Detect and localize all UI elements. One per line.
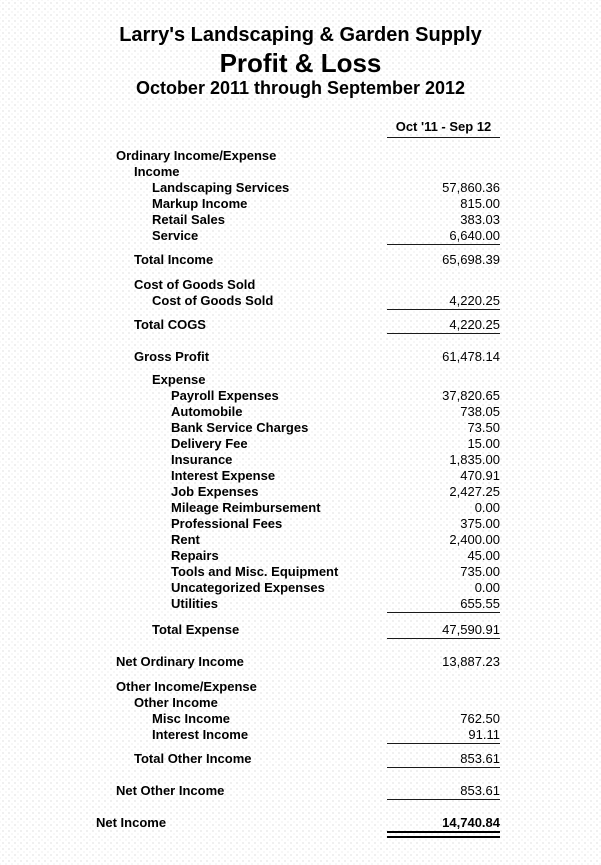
row-amount: 73.50 bbox=[467, 420, 500, 435]
grand-total-double-rule bbox=[387, 831, 500, 838]
row-label: Professional Fees bbox=[171, 516, 283, 531]
report-row bbox=[0, 317, 601, 333]
report-date-range: October 2011 through September 2012 bbox=[135, 78, 466, 98]
row-amount: 4,220.25 bbox=[449, 293, 500, 308]
report-row bbox=[0, 420, 601, 436]
row-amount: 61,478.14 bbox=[442, 349, 500, 364]
row-label: Repairs bbox=[171, 548, 219, 563]
report-row bbox=[0, 679, 601, 695]
row-label: Mileage Reimbursement bbox=[171, 500, 321, 515]
row-amount: 738.05 bbox=[460, 404, 500, 419]
row-label: Net Income bbox=[96, 815, 167, 830]
amount-column-rule bbox=[387, 638, 500, 639]
row-amount: 735.00 bbox=[460, 564, 500, 579]
report-row bbox=[0, 622, 601, 638]
column-header-row bbox=[0, 119, 601, 138]
report-row bbox=[0, 751, 601, 767]
row-amount: 2,400.00 bbox=[449, 532, 500, 547]
row-label: Interest Income bbox=[152, 727, 249, 742]
row-amount: 4,220.25 bbox=[449, 317, 500, 332]
row-label: Total Income bbox=[134, 252, 214, 267]
row-amount: 13,887.23 bbox=[442, 654, 500, 669]
amount-column-rule bbox=[387, 333, 500, 334]
amount-column-rule bbox=[387, 612, 500, 613]
amount-column-rule bbox=[387, 743, 500, 744]
amount-column-rule bbox=[387, 244, 500, 245]
column-header-label: Oct '11 - Sep 12 bbox=[387, 119, 500, 138]
amount-column-rule bbox=[387, 799, 500, 800]
report-row bbox=[0, 388, 601, 404]
row-amount: 655.55 bbox=[460, 596, 500, 611]
row-amount: 37,820.65 bbox=[442, 388, 500, 403]
report-row bbox=[0, 695, 601, 711]
report-row bbox=[0, 404, 601, 420]
report-row bbox=[0, 468, 601, 484]
row-amount: 375.00 bbox=[460, 516, 500, 531]
report-row bbox=[0, 180, 601, 196]
report-row bbox=[0, 452, 601, 468]
row-amount: 470.91 bbox=[460, 468, 500, 483]
row-label: Net Ordinary Income bbox=[116, 654, 244, 669]
row-label: Other Income/Expense bbox=[116, 679, 257, 694]
row-amount: 0.00 bbox=[474, 580, 500, 595]
report-row bbox=[0, 500, 601, 516]
report-row bbox=[0, 564, 601, 580]
row-label: Misc Income bbox=[152, 711, 231, 726]
report-row bbox=[0, 148, 601, 164]
row-label: Landscaping Services bbox=[152, 180, 290, 195]
row-label: Retail Sales bbox=[152, 212, 225, 227]
row-amount: 0.00 bbox=[474, 500, 500, 515]
row-amount: 1,835.00 bbox=[449, 452, 500, 467]
row-label: Service bbox=[152, 228, 199, 243]
report-row bbox=[0, 548, 601, 564]
report-body bbox=[0, 148, 601, 838]
row-label: Uncategorized Expenses bbox=[171, 580, 325, 595]
row-label: Income bbox=[134, 164, 180, 179]
report-row bbox=[0, 164, 601, 180]
row-label: Total Other Income bbox=[134, 751, 252, 766]
row-label: Markup Income bbox=[152, 196, 248, 211]
row-amount: 762.50 bbox=[460, 711, 500, 726]
report-row bbox=[0, 349, 601, 365]
row-label: Expense bbox=[152, 372, 206, 387]
row-label: Utilities bbox=[171, 596, 218, 611]
row-amount: 57,860.36 bbox=[442, 180, 500, 195]
row-amount: 65,698.39 bbox=[442, 252, 500, 267]
report-row bbox=[0, 252, 601, 268]
row-label: Delivery Fee bbox=[171, 436, 248, 451]
row-label: Job Expenses bbox=[171, 484, 259, 499]
report-row bbox=[0, 654, 601, 670]
report-row bbox=[0, 372, 601, 388]
report-row bbox=[0, 727, 601, 743]
report-row bbox=[0, 436, 601, 452]
row-label: Total COGS bbox=[134, 317, 206, 332]
report-title: Profit & Loss bbox=[219, 48, 382, 78]
row-label: Payroll Expenses bbox=[171, 388, 279, 403]
row-label: Bank Service Charges bbox=[171, 420, 309, 435]
row-label: Cost of Goods Sold bbox=[152, 293, 274, 308]
row-label: Net Other Income bbox=[116, 783, 225, 798]
row-amount: 91.11 bbox=[468, 727, 500, 742]
row-amount: 6,640.00 bbox=[449, 228, 500, 243]
report-row bbox=[0, 596, 601, 612]
report-row bbox=[0, 815, 601, 831]
row-amount: 2,427.25 bbox=[449, 484, 500, 499]
report-row bbox=[0, 484, 601, 500]
amount-column-rule bbox=[387, 767, 500, 768]
row-label: Other Income bbox=[134, 695, 218, 710]
row-label: Tools and Misc. Equipment bbox=[171, 564, 339, 579]
row-label: Insurance bbox=[171, 452, 233, 467]
row-amount: 853.61 bbox=[460, 751, 500, 766]
row-amount: 815.00 bbox=[460, 196, 500, 211]
row-label: Gross Profit bbox=[134, 349, 210, 364]
report-row bbox=[0, 196, 601, 212]
report-row bbox=[0, 277, 601, 293]
row-label: Total Expense bbox=[152, 622, 240, 637]
row-label: Interest Expense bbox=[171, 468, 276, 483]
row-label: Cost of Goods Sold bbox=[134, 277, 256, 292]
row-label: Ordinary Income/Expense bbox=[116, 148, 277, 163]
row-amount: 45.00 bbox=[467, 548, 500, 563]
amount-column-rule bbox=[387, 309, 500, 310]
report-row bbox=[0, 532, 601, 548]
report-row bbox=[0, 711, 601, 727]
report-row bbox=[0, 580, 601, 596]
report-row bbox=[0, 783, 601, 799]
company-name: Larry's Landscaping & Garden Supply bbox=[119, 24, 482, 46]
report-row bbox=[0, 212, 601, 228]
row-label: Rent bbox=[171, 532, 200, 547]
report-row bbox=[0, 228, 601, 244]
row-amount: 15.00 bbox=[467, 436, 500, 451]
report-row bbox=[0, 293, 601, 309]
row-amount: 47,590.91 bbox=[442, 622, 500, 637]
row-amount: 14,740.84 bbox=[442, 815, 500, 830]
row-amount: 383.03 bbox=[460, 212, 500, 227]
row-amount: 853.61 bbox=[460, 783, 500, 798]
report-row bbox=[0, 516, 601, 532]
row-label: Automobile bbox=[171, 404, 243, 419]
